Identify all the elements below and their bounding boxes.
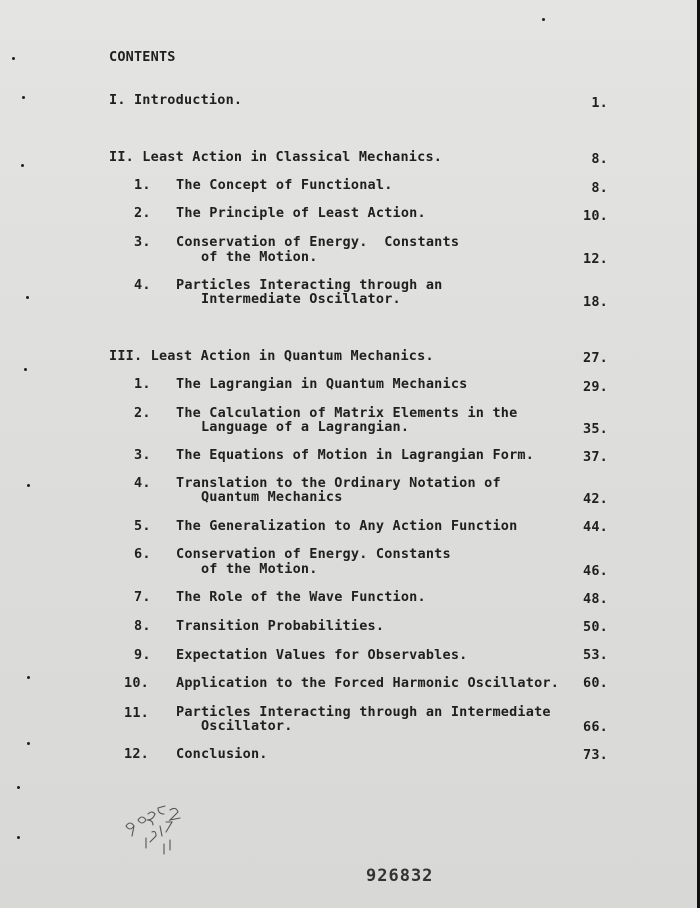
section-title-continued: Intermediate Oscillator. [176,291,401,307]
section-number: 1. [134,177,151,193]
section-number: 5. [134,518,151,534]
page-number: 29. [583,379,608,395]
chapter-title: II. Least Action in Classical Mechanics. [109,149,443,165]
scan-speck [24,368,27,371]
page-number: 73. [583,747,608,763]
page-number: 27. [583,350,608,366]
section-number: 12. [124,746,149,762]
scan-speck [27,484,30,487]
page-number: 44. [583,519,608,535]
section-title: Transition Probabilities. [176,618,385,634]
section-title: Particles Interacting through an Intermediate [176,704,551,720]
scan-speck [12,57,15,60]
section-number: 11. [124,705,149,721]
page-number: 60. [583,675,608,691]
scan-speck [21,164,24,167]
page-number: 53. [583,647,608,663]
contents-heading: CONTENTS [109,49,176,65]
section-number: 1. [134,376,151,392]
scan-speck [27,676,30,679]
section-title: Application to the Forced Harmonic Oscillator. [176,675,560,691]
section-title: The Equations of Motion in Lagrangian Form. [176,447,535,463]
section-title: Conclusion. [176,746,268,762]
section-title: The Calculation of Matrix Elements in the [176,405,518,421]
scan-speck [17,786,20,789]
section-title: Translation to the Ordinary Notation of [176,475,501,491]
document-number: 926832 [366,866,434,886]
page-number: 37. [583,449,608,465]
section-title-continued: Language of a Lagrangian. [176,419,410,435]
chapter-title: III. Least Action in Quantum Mechanics. [109,348,434,364]
scan-speck [542,18,545,21]
page-number: 8. [591,151,608,167]
page-number: 10. [583,208,608,224]
section-number: 9. [134,647,151,663]
section-title: Particles Interacting through an [176,277,443,293]
page-number: 12. [583,251,608,267]
section-number: 3. [134,447,151,463]
chapter-title: I. Introduction. [109,92,243,108]
section-title: The Role of the Wave Function. [176,589,426,605]
section-title: Conservation of Energy. Constants [176,546,451,562]
section-title-continued: Oscillator. [176,718,293,734]
section-title: The Concept of Functional. [176,177,393,193]
section-number: 3. [134,234,151,250]
page-number: 42. [583,491,608,507]
section-title-continued: of the Motion. [176,561,318,577]
section-number: 7. [134,589,151,605]
page-number: 46. [583,563,608,579]
section-number: 4. [134,475,151,491]
section-title: The Principle of Least Action. [176,205,426,221]
page-number: 1. [591,95,608,111]
page-number: 66. [583,719,608,735]
scan-speck [17,836,20,839]
section-title: The Lagrangian in Quantum Mechanics [176,376,468,392]
section-number: 8. [134,618,151,634]
section-number: 6. [134,546,151,562]
scan-speck [27,742,30,745]
page-number: 18. [583,294,608,310]
scan-speck [26,296,29,299]
section-title: The Generalization to Any Action Function [176,518,518,534]
scan-speck [22,96,25,99]
section-title: Conservation of Energy. Constants [176,234,460,250]
section-number: 4. [134,277,151,293]
section-title: Expectation Values for Observables. [176,647,468,663]
section-number: 2. [134,405,151,421]
page-number: 48. [583,591,608,607]
page-number: 35. [583,421,608,437]
page-number: 8. [591,180,608,196]
section-number: 10. [124,675,149,691]
handwritten-note [118,800,208,860]
section-number: 2. [134,205,151,221]
section-title-continued: of the Motion. [176,249,318,265]
page-number: 50. [583,619,608,635]
section-title-continued: Quantum Mechanics [176,489,343,505]
